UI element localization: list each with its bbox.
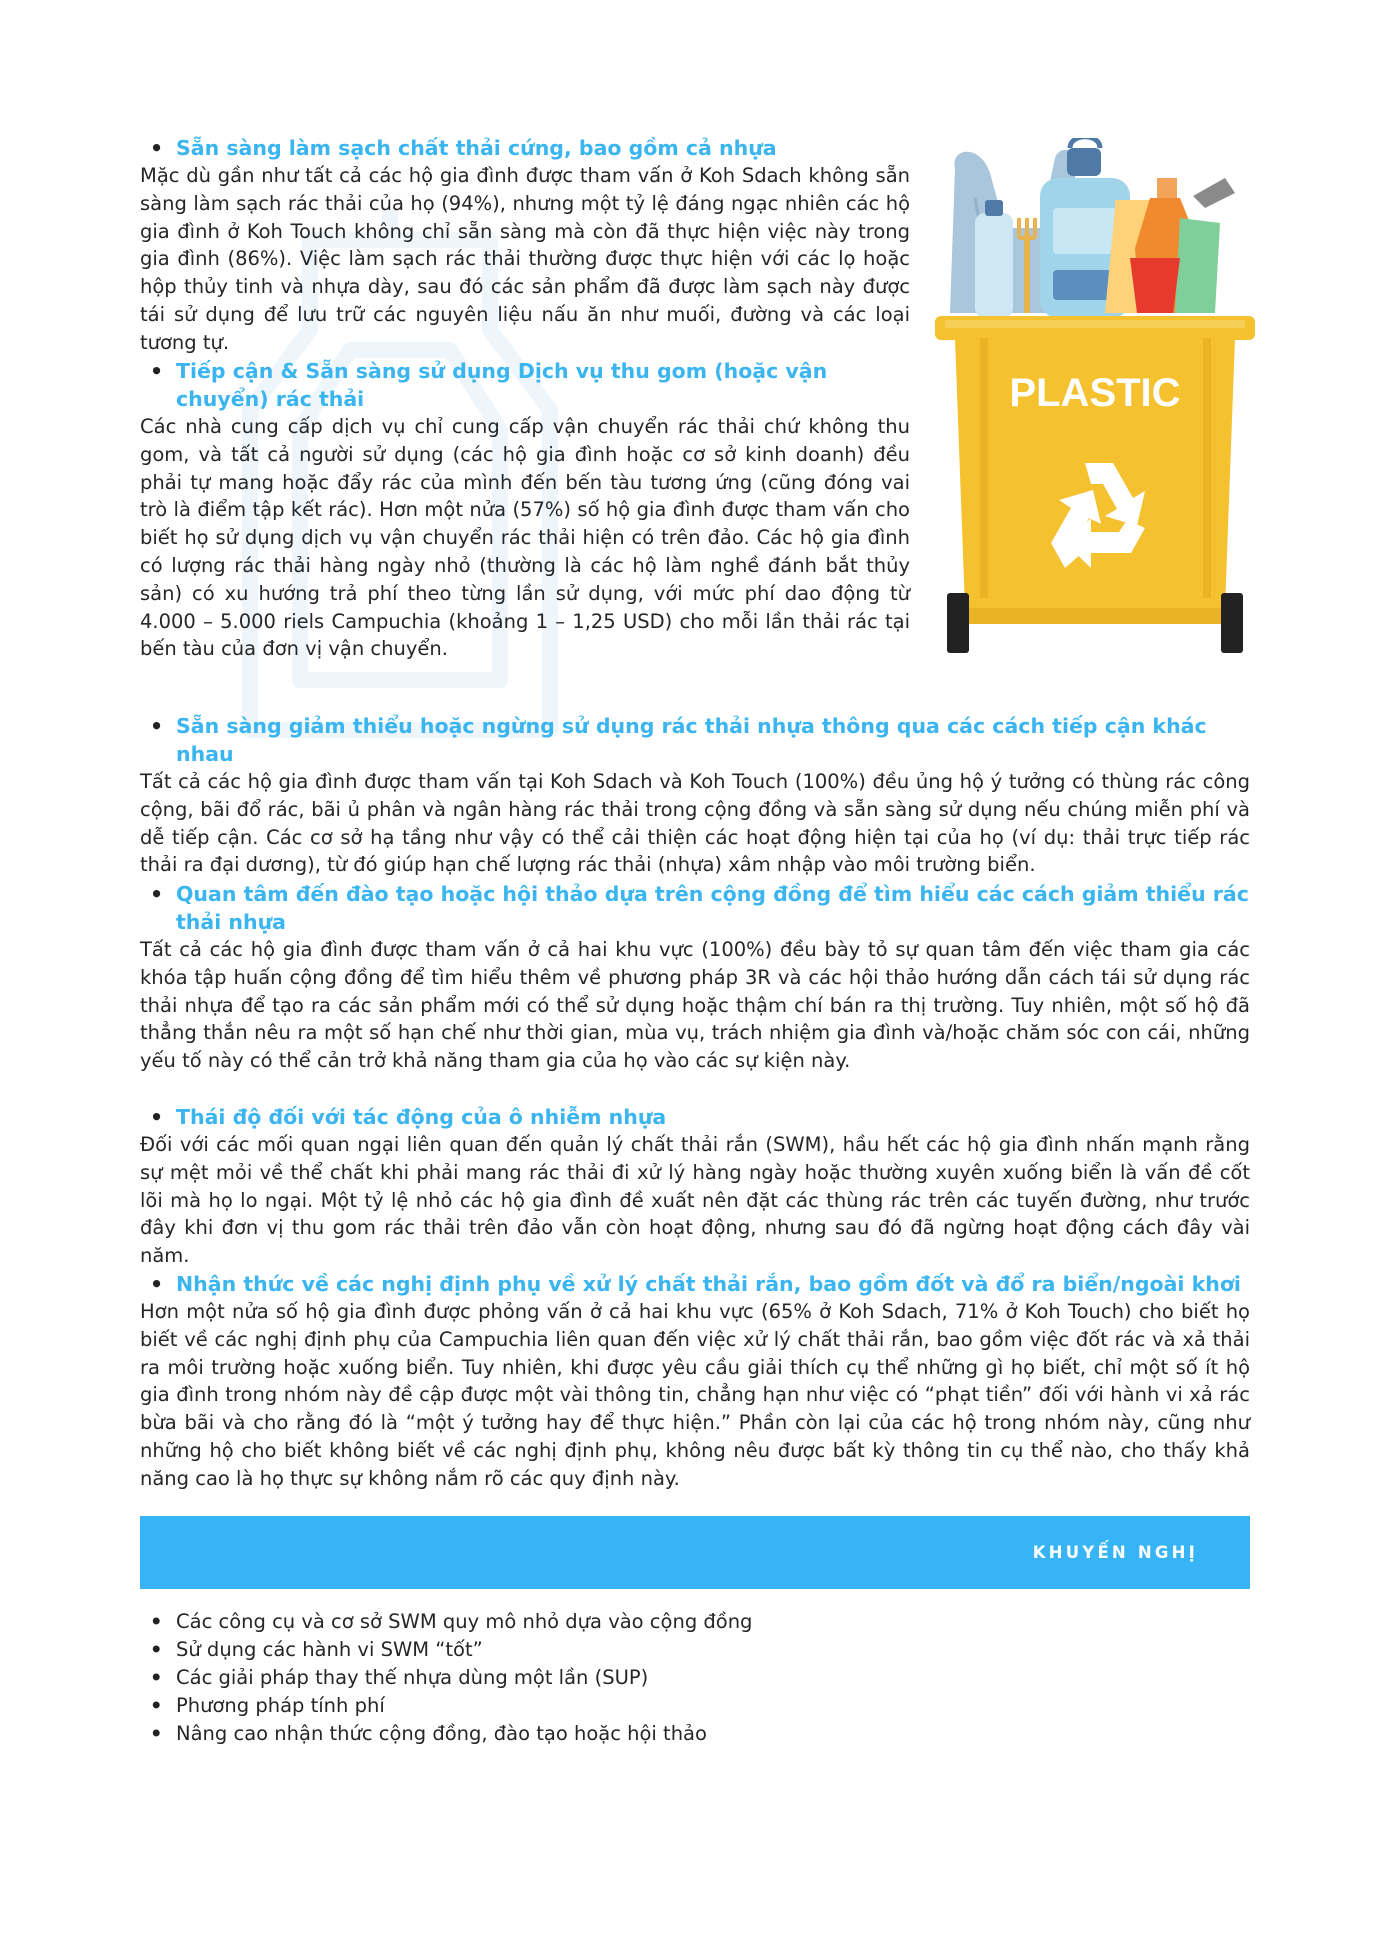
recommendations-list [140, 1608, 1040, 1748]
section-body: Tất cả các hộ gia đình được tham vấn ở cả hai khu vực (100%) đều bày tỏ sự quan tâm đến việc tham gia các khóa tập huấn cộng đồng để tìm hiểu thêm về phương pháp 3R và các hội thảo hướng dẫn cách tái sử dụng rác thải nhựa để tạo ra các sản phẩm mới có thể sử dụng hoặc thậm chí bán ra thị trường. Tuy nhiên, một số hộ đã thẳng thắn nêu ra một số hạn chế như thời gian, mùa vụ, trách nhiệm gia đình và/hoặc chăm sóc con cái, những yếu tố này có thể cản trở khả năng tham gia của họ vào các sự kiện này. [140, 938, 1250, 1073]
section-body: Mặc dù gần như tất cả các hộ gia đình được tham vấn ở Koh Sdach không sẵn sàng làm sạch rác thải của họ (94%), nhưng một tỷ lệ đáng ngạc nhiên các hộ gia đình ở Koh Touch không chỉ sẵn sàng mà còn đã thực hiện việc này trong gia đình (86%). Việc làm sạch rác thải thường được thực hiện với các lọ hoặc hộp thủy tinh và nhựa dày, sau đó các sản phẩm đã được làm sạch này được tái sử dụng để lưu trữ các nguyên liệu nấu ăn như muối, đường và các loại tương tự. [140, 164, 910, 354]
section-body: Tất cả các hộ gia đình được tham vấn tại Koh Sdach và Koh Touch (100%) đều ủng hộ ý tưởng có thùng rác công cộng, bãi đổ rác, bãi ủ phân và ngân hàng rác thải trong cộng đồng và sẵn sàng sử dụng nếu chúng miễn phí và dễ tiếp cận. Các cơ sở hạ tầng như vậy có thể cải thiện các hoạt động hiện tại của họ (ví dụ: thải trực tiếp rác thải ra đại dương), từ đó giúp hạn chế lượng rác thải (nhựa) xâm nhập vào môi trường biển. [140, 770, 1250, 877]
section-heading: • Sẵn sàng giảm thiểu hoặc ngừng sử dụng rác thải nhựa thông qua các cách tiếp cận khác nhau [140, 712, 1250, 768]
list-item: • Các giải pháp thay thế nhựa dùng một lần (SUP) [140, 1664, 1040, 1692]
section-reduce-plastic [140, 712, 1250, 879]
section-heading: • Tiếp cận & Sẵn sàng sử dụng Dịch vụ thu gom (hoặc vận chuyển) rác thải [140, 357, 910, 413]
cup-icon [1130, 258, 1180, 313]
wheel-right [1221, 593, 1243, 653]
section-heading: • Nhận thức về các nghị định phụ về xử lý chất thải rắn, bao gồm đốt và đổ ra biển/ngoài khơi [140, 1270, 1250, 1298]
recommendations-title: KHUYẾN NGHỊ [1032, 1543, 1198, 1562]
section-training-interest [140, 880, 1250, 1075]
section-heading: • Quan tâm đến đào tạo hoặc hội thảo dựa trên cộng đồng để tìm hiểu các cách giảm thiểu rác thải nhựa [140, 880, 1250, 936]
section-sub-decrees [140, 1270, 1250, 1493]
section-body: Các nhà cung cấp dịch vụ chỉ cung cấp vận chuyển rác thải chứ không thu gom, và tất cả người sử dụng (các hộ gia đình hoặc cơ sở kinh doanh) đều phải tự mang hoặc đẩy rác của mình đến bến tàu tương ứng (cũng đóng vai trò là điểm tập kết rác). Hơn một nửa (57%) số hộ gia đình được tham vấn cho biết họ sử dụng dịch vụ vận chuyển rác thải hiện có trên đảo. Các hộ gia đình có lượng rác thải hàng ngày nhỏ (thường là các hộ làm nghề đánh bắt thủy sản) có xu hướng trả phí theo từng lần sử dụng, với mức phí dao động từ 4.000 – 5.000 riels Campuchia (khoảng 1 – 1,25 USD) cho mỗi lần thải rác tại bến tàu của đơn vị vận chuyển. [140, 415, 910, 661]
bottle-icon [975, 213, 1013, 318]
list-item: • Các công cụ và cơ sở SWM quy mô nhỏ dựa vào cộng đồng [140, 1608, 1040, 1636]
section-body: Đối với các mối quan ngại liên quan đến quản lý chất thải rắn (SWM), hầu hết các hộ gia đình nhấn mạnh rằng sự mệt mỏi về thể chất khi phải mang rác thải đi xử lý hàng ngày hoặc thường xuyên xuống biển là vấn đề cốt lõi mà họ lo ngại. Một tỷ lệ nhỏ các hộ gia đình đề xuất nên đặt các thùng rác trên các tuyến đường, như trước đây khi đơn vị thu gom rác thải trên đảo vẫn còn hoạt động, nhưng sau đó đã ngừng hoạt động cách đây vài năm. [140, 1133, 1250, 1268]
section-clean-waste [140, 134, 910, 357]
list-item: • Phương pháp tính phí [140, 1692, 1040, 1720]
wheel-left [947, 593, 969, 653]
recommendations-banner [140, 1516, 1250, 1589]
section-heading: • Sẵn sàng làm sạch chất thải cứng, bao gồm cả nhựa [140, 134, 910, 162]
bin-label: PLASTIC [1009, 371, 1181, 415]
list-item: • Nâng cao nhận thức cộng đồng, đào tạo hoặc hội thảo [140, 1720, 1040, 1748]
section-heading: • Thái độ đối với tác động của ô nhiễm nhựa [140, 1103, 1250, 1131]
section-collection-service [140, 357, 910, 663]
section-body: Hơn một nửa số hộ gia đình được phỏng vấn ở cả hai khu vực (65% ở Koh Sdach, 71% ở Koh Touch) cho biết họ biết về các nghị định phụ của Campuchia liên quan đến việc xử lý chất thải rắn, bao gồm việc đốt rác và xả thải ra môi trường hoặc xuống biển. Tuy nhiên, khi được yêu cầu giải thích cụ thể những gì họ biết, chỉ một số ít hộ gia đình trong nhóm này đề cập được một vài thông tin, chẳng hạn như việc có “phạt tiền” đối với hành vi xả rác bừa bãi và cho rằng đó là “một ý tưởng hay để thực hiện.” Phần còn lại của các hộ trong nhóm này, cũng như những hộ cho biết không biết về các nghị định phụ, không nêu được bất kỳ thông tin cụ thể nào, cho thấy khả năng cao là họ thực sự không nắm rõ các quy định này. [140, 1300, 1250, 1490]
section-attitude [140, 1103, 1250, 1270]
plastic-bin-illustration [935, 138, 1255, 658]
list-item: • Sử dụng các hành vi SWM “tốt” [140, 1636, 1040, 1664]
